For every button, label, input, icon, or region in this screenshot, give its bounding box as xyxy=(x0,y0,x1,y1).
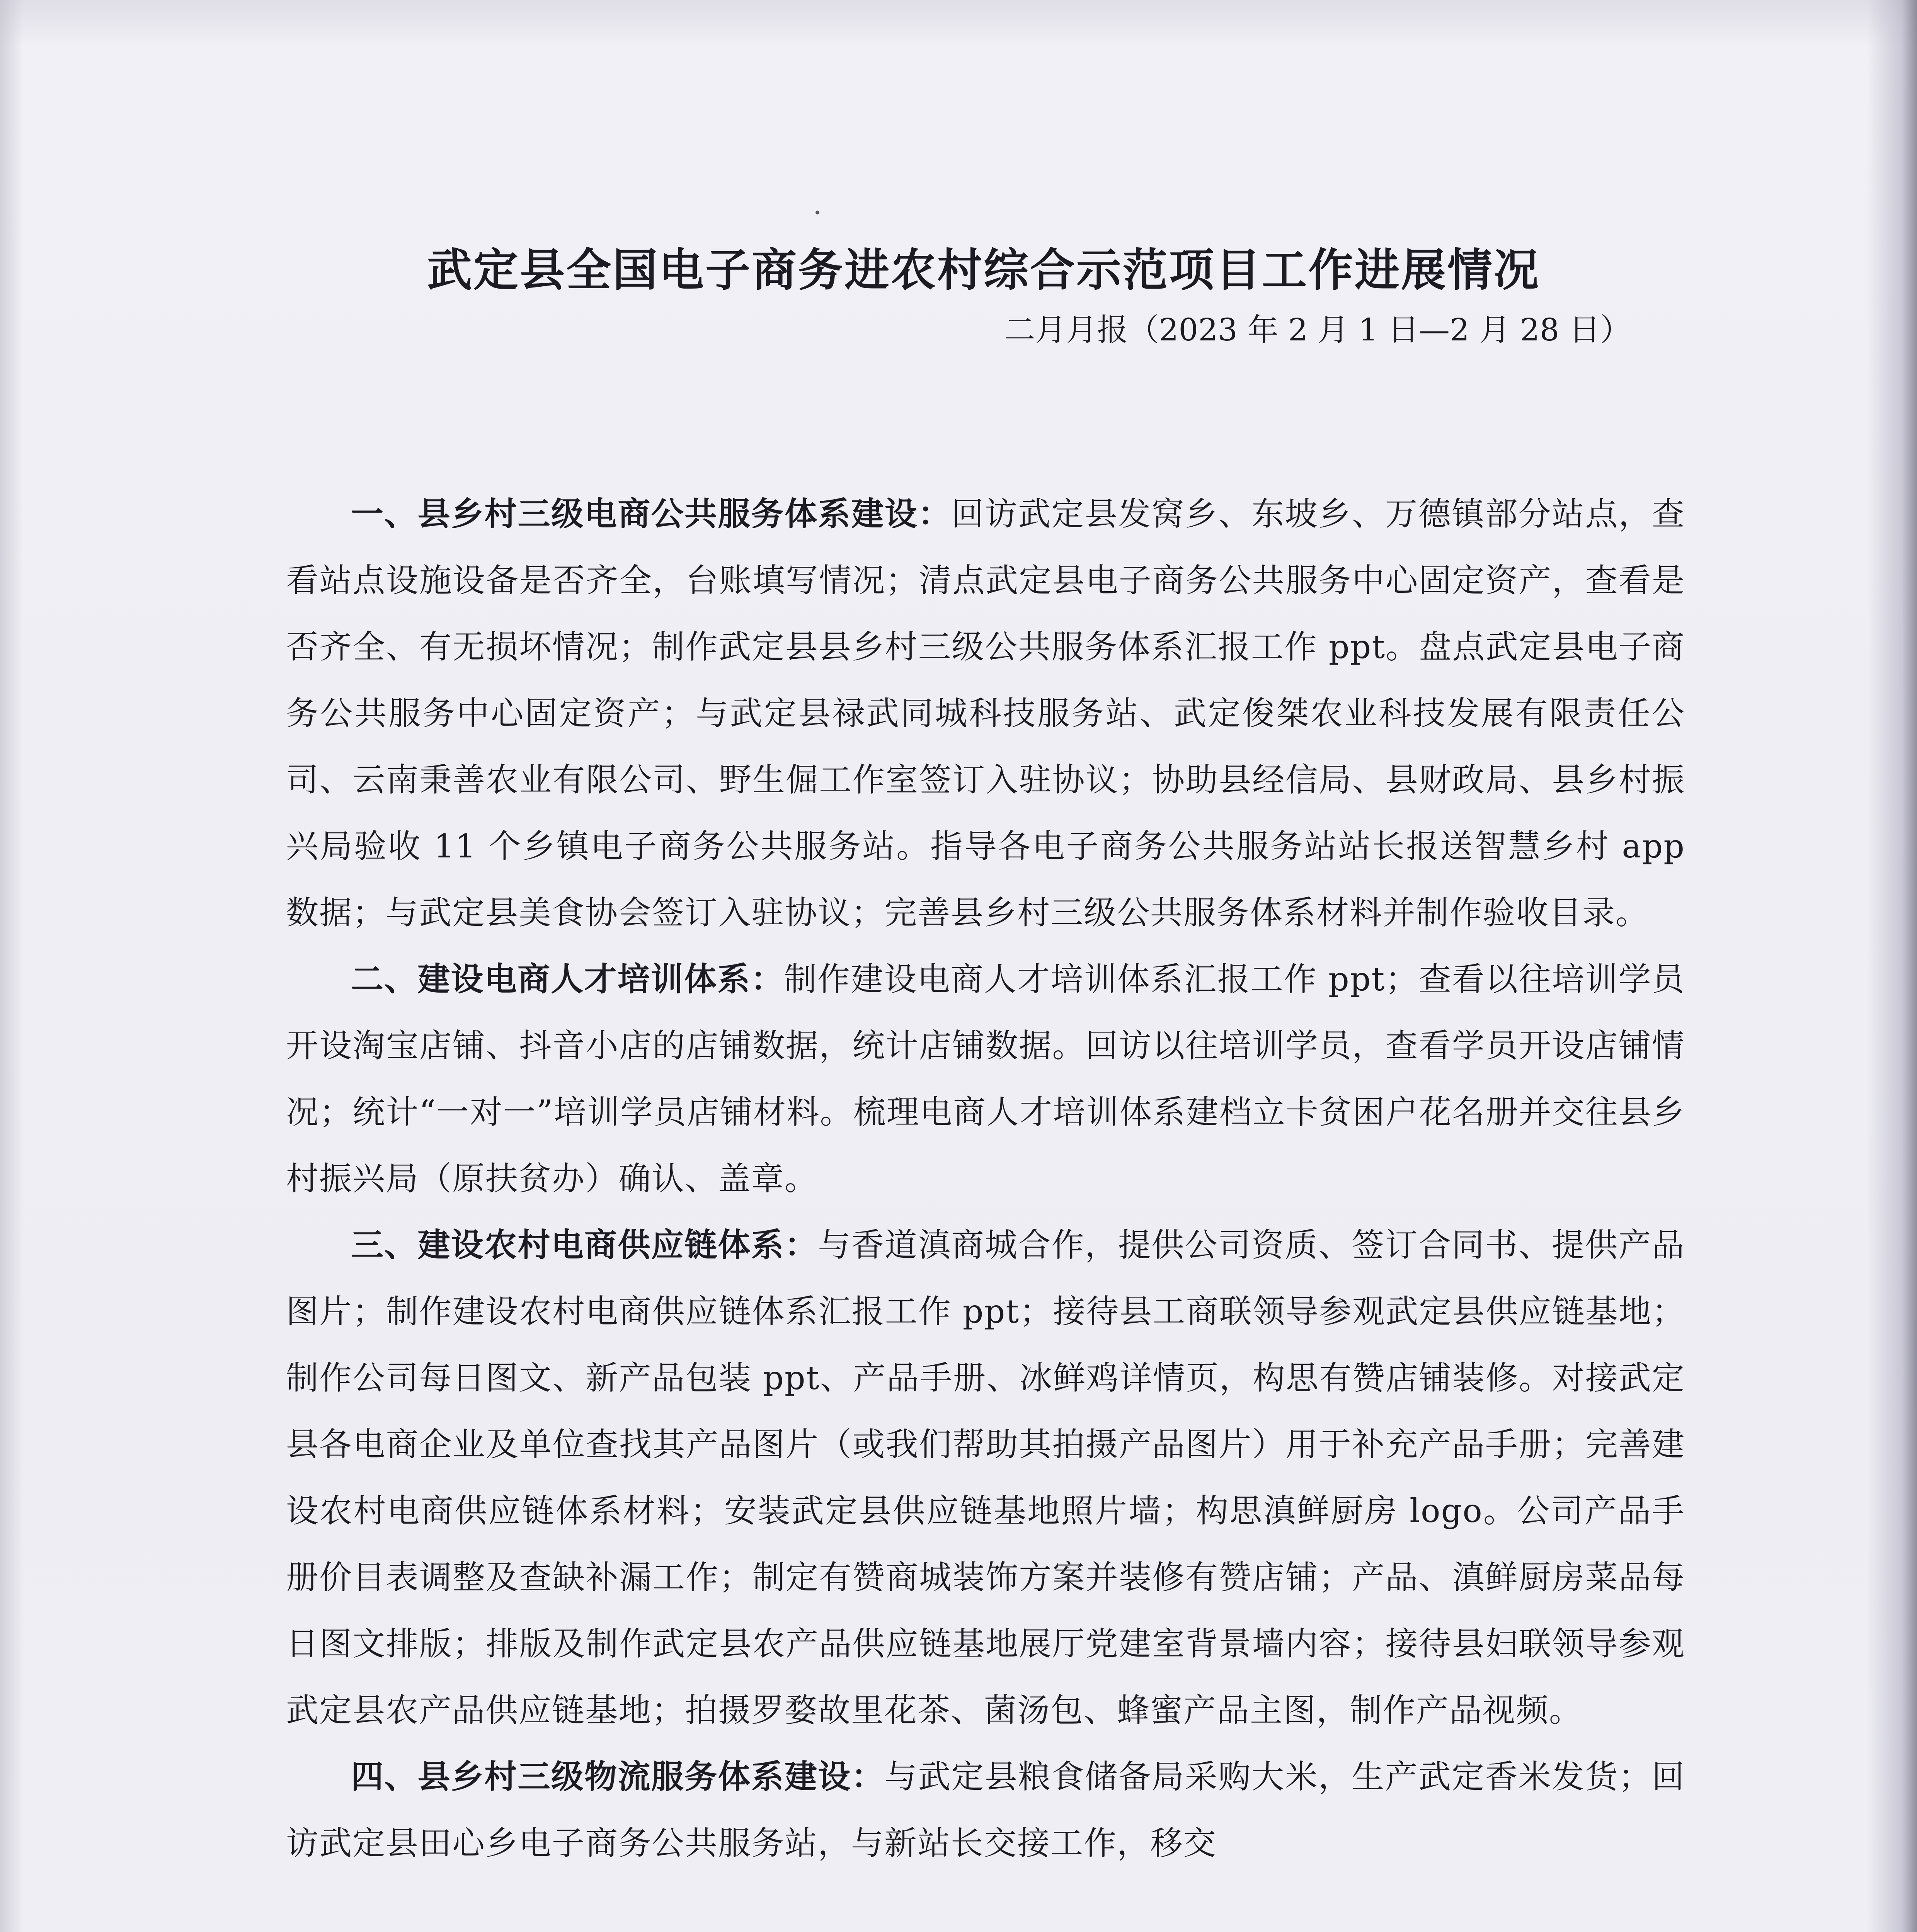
scan-speck xyxy=(815,211,819,214)
section-1-heading: 一、县乡村三级电商公共服务体系建设： xyxy=(351,495,952,533)
report-content xyxy=(286,240,1685,1876)
section-4-body: 与武定县粮食储备局采购大米，生产武定香米发货；回访武定县田心乡电子商务公共服务站，与新站长交接工作，移交 xyxy=(286,1758,1685,1862)
scan-shadow-right xyxy=(1867,0,1917,1932)
section-2 xyxy=(286,946,1685,1212)
report-period: 二月月报（2023 年 2 月 1 日—2 月 28 日） xyxy=(1004,312,1631,348)
report-title: 武定县全国电子商务进农村综合示范项目工作进展情况 xyxy=(427,244,1540,296)
scan-shadow-top xyxy=(0,0,1917,46)
section-1-body: 回访武定县发窝乡、东坡乡、万德镇部分站点，查看站点设施设备是否齐全，台账填写情况；清点武定县电子商务公共服务中心固定资产，查看是否齐全、有无损坏情况；制作武定县县乡村三级公共服务体系汇报工作 ppt。盘点武定县电子商务公共服务中心固定资产；与武定县禄武同城科技服务站、武定俊桀农业科技发展有限责任公司、云南秉善农业有限公司、野生倔工作室签订入驻协议；协助县经信局、县财政局、县乡村振兴局验收 11 个乡镇电子商务公共服务站。指导各电子商务公共服务站站长报送智慧乡村 app 数据；与武定县美食协会签订入驻协议；完善县乡村三级公共服务体系材料并制作验收目录。 xyxy=(286,495,1685,932)
section-3 xyxy=(286,1212,1685,1743)
report-sections xyxy=(286,481,1685,1876)
scan-shadow-left xyxy=(0,0,23,1932)
section-3-heading: 三、建设农村电商供应链体系： xyxy=(351,1226,818,1264)
section-1 xyxy=(286,481,1685,946)
section-4-heading: 四、县乡村三级物流服务体系建设： xyxy=(351,1758,885,1796)
section-2-body: 制作建设电商人才培训体系汇报工作 ppt；查看以往培训学员开设淘宝店铺、抖音小店的店铺数据，统计店铺数据。回访以往培训学员，查看学员开设店铺情况；统计“一对一”培训学员店铺材料。梳理电商人才培训体系建档立卡贫困户花名册并交往县乡村振兴局（原扶贫办）确认、盖章。 xyxy=(286,960,1685,1197)
section-3-body: 与香道滇商城合作，提供公司资质、签订合同书、提供产品图片；制作建设农村电商供应链体系汇报工作 ppt；接待县工商联领导参观武定县供应链基地；制作公司每日图文、新产品包装 ppt、产品手册、冰鲜鸡详情页，构思有赞店铺装修。对接武定县各电商企业及单位查找其产品图片（或我们帮助其拍摄产品图片）用于补充产品手册；完善建设农村电商供应链体系材料；安装武定县供应链基地照片墙；构思滇鲜厨房 logo。公司产品手册价目表调整及查缺补漏工作；制定有赞商城装饰方案并装修有赞店铺；产品、滇鲜厨房菜品每日图文排版；排版及制作武定县农产品供应链基地展厅党建室背景墙内容；接待县妇联领导参观武定县农产品供应链基地；拍摄罗婺故里花茶、菌汤包、蜂蜜产品主图，制作产品视频。 xyxy=(286,1226,1685,1729)
section-2-heading: 二、建设电商人才培训体系： xyxy=(351,960,784,998)
section-4 xyxy=(286,1743,1685,1876)
